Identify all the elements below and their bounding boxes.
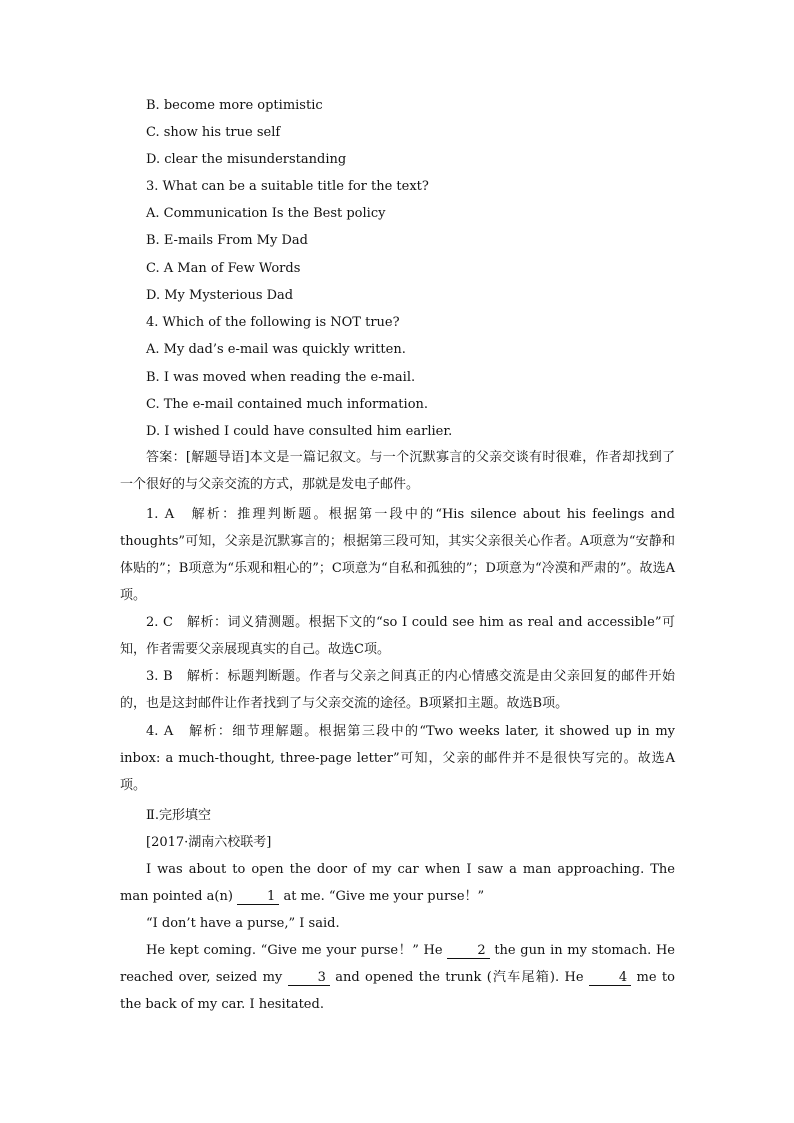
section-heading: Ⅱ.完形填空 xyxy=(146,808,211,823)
answer-2: 2. C 解析：词义猜测题。根据下文的“so I could see him as real and accessible”可知，作者需要父亲展现真实的自己。故选C项。 xyxy=(120,615,675,657)
cloze-paragraph-3 xyxy=(120,937,675,1018)
q4-option-c: C. The e-mail contained much information. xyxy=(146,397,429,412)
answer-1: 1. A 解析：推理判断题。根据第一段中的“His silence about his feelings and thoughts”可知，父亲是沉默寡言的；根据第三段可知，其实父亲很关心作者。A项意为“安静和体贴的”；B项意为“乐观和粗心的”；C项意为“自私和孤独的”；D项意为“冷漠和严肃的”。故选A项。 xyxy=(120,507,675,603)
cloze-paragraph-1 xyxy=(120,856,675,910)
cloze-blank-1[interactable]: 1 xyxy=(237,890,279,905)
cloze-text: He kept coming. “Give me your purse！” He xyxy=(146,943,443,958)
answer-intro: 答案：[解题导语]本文是一篇记叙文。与一个沉默寡言的父亲交谈有时很难，作者却找到了一个很好的与父亲交流的方式，那就是发电子邮件。 xyxy=(120,450,675,492)
cloze-blank-4[interactable]: 4 xyxy=(589,971,631,986)
q3-option-d: D. My Mysterious Dad xyxy=(146,288,294,303)
q4-option-d: D. I wished I could have consulted him earlier. xyxy=(146,424,453,439)
cloze-text: me to the back of my car. I hesitated. xyxy=(120,970,675,1012)
answer-4: 4. A 解析：细节理解题。根据第三段中的“Two weeks later, it showed up in my inbox: a much-thought, three-page letter”可知，父亲的邮件并不是很快写完的。故选A项。 xyxy=(120,724,675,793)
q2-option-d: D. clear the misunderstanding xyxy=(146,152,347,167)
q4-option-a: A. My dad’s e-mail was quickly written. xyxy=(146,342,406,357)
cloze-blank-3[interactable]: 3 xyxy=(288,971,330,986)
cloze-paragraph-2: “I don’t have a purse,” I said. xyxy=(146,916,340,931)
q4-stem: 4. Which of the following is NOT true? xyxy=(146,315,400,330)
q3-stem: 3. What can be a suitable title for the text? xyxy=(146,179,429,194)
cloze-text: I was about to open the door of my car when I saw a man approaching. The man pointed a(n) xyxy=(120,862,675,904)
section-source: [2017·湖南六校联考] xyxy=(146,835,272,850)
q3-option-b: B. E-mails From My Dad xyxy=(146,233,308,248)
q2-option-c: C. show his true self xyxy=(146,125,281,140)
q3-option-a: A. Communication Is the Best policy xyxy=(146,206,386,221)
q2-option-b: B. become more optimistic xyxy=(146,98,323,113)
cloze-text: and opened the trunk (汽车尾箱). He xyxy=(335,970,584,985)
cloze-text: the gun in my stomach. He reached over, seized my xyxy=(120,943,676,985)
q4-option-b: B. I was moved when reading the e-mail. xyxy=(146,370,416,385)
q3-option-c: C. A Man of Few Words xyxy=(146,261,301,276)
cloze-blank-2[interactable]: 2 xyxy=(447,944,489,959)
answer-3: 3. B 解析：标题判断题。作者与父亲之间真正的内心情感交流是由父亲回复的邮件开始的，也是这封邮件让作者找到了与父亲交流的途径。B项紧扣主题。故选B项。 xyxy=(120,669,675,711)
cloze-text: at me. “Give me your purse！” xyxy=(283,889,485,904)
